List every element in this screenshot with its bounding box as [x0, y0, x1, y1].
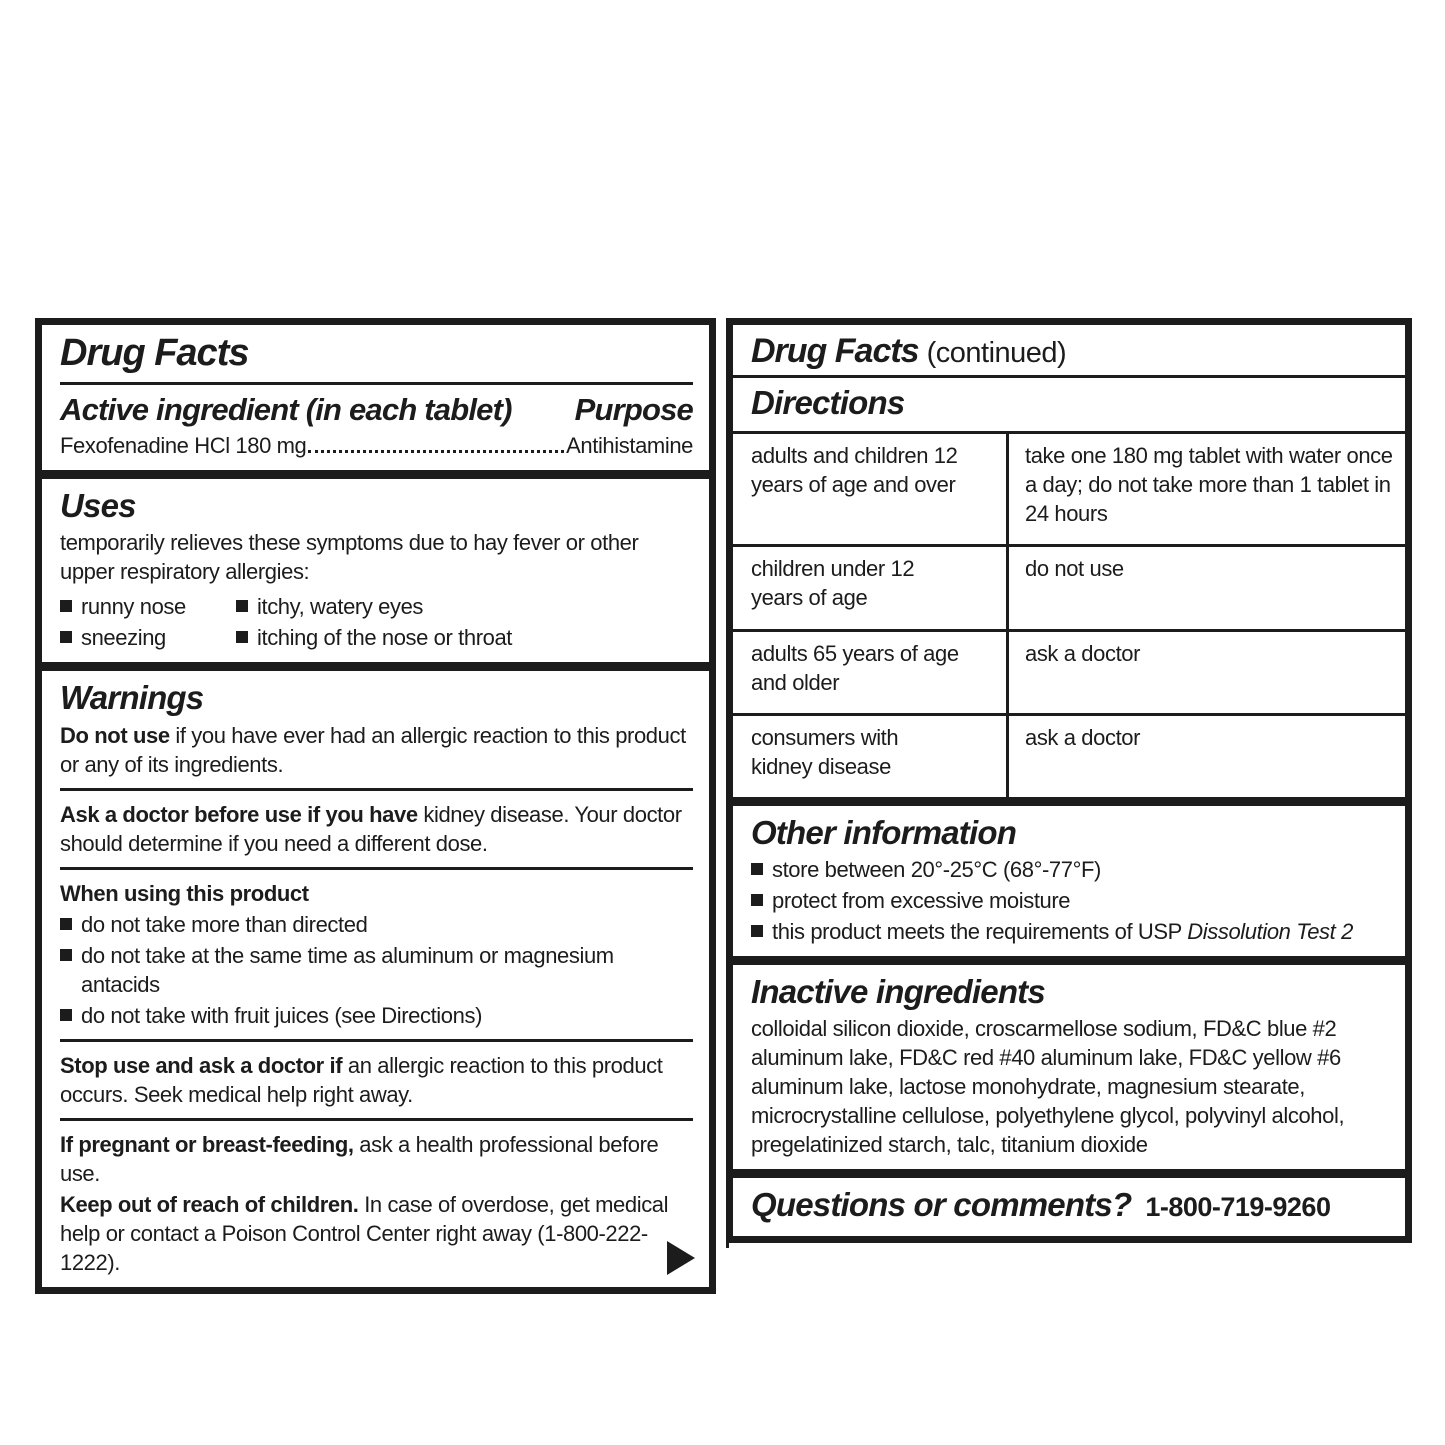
directions-table [733, 434, 1405, 796]
usp-test-name: Dissolution Test 2 [1187, 918, 1353, 944]
section-divider [733, 956, 1405, 965]
title-rule [60, 382, 693, 385]
directions-instruction-cell: ask a doctor [1025, 640, 1141, 666]
inactive-ingredients-list: colloidal silicon dioxide, croscarmellose sodium, FD&C blue #2 aluminum lake, FD&C red #40 aluminum lake, FD&C yellow #6 aluminum lake, lactose monohydrate, magnesium stearate, microcrystalline cellulose, polyethylene glycol, polyvinyl alcohol, pregelatinized starch, talc, titanium dioxide [751, 1016, 1345, 1158]
directions-group-cell: children under 12 years of age [733, 547, 1009, 628]
drug-facts-title: Drug Facts [60, 332, 249, 374]
other-information-heading: Other information [751, 813, 1017, 851]
other-information-item-usp: this product meets the requirements of USP Dissolution Test 2 [751, 917, 1389, 946]
warnings-heading: Warnings [60, 679, 204, 717]
directions-section [733, 325, 1405, 797]
directions-row [733, 547, 1405, 631]
uses-heading: Uses [60, 487, 136, 525]
directions-row [733, 434, 1405, 547]
warnings-section [42, 671, 709, 1287]
bullet-square-icon [236, 631, 248, 643]
drug-facts-panel-left [35, 318, 716, 1294]
when-using-item: do not take with fruit juices (see Directions) [60, 1001, 693, 1030]
symptom-item: itching of the nose or throat [236, 623, 693, 652]
active-ingredient-name: Fexofenadine HCl 180 mg [60, 433, 307, 459]
bullet-square-icon [751, 894, 763, 906]
bullet-square-icon [751, 863, 763, 875]
drug-facts-continued-title: Drug Facts (continued) [751, 332, 1067, 370]
directions-row [733, 632, 1405, 716]
bullet-square-icon [60, 918, 72, 930]
symptom-item: sneezing [60, 623, 236, 652]
title-active-ingredient-section [42, 325, 709, 470]
directions-group-cell: consumers with kidney disease [733, 716, 1009, 797]
questions-heading: Questions or comments? [751, 1186, 1132, 1224]
when-using-item: do not take at the same time as aluminum or magnesium antacids [60, 941, 693, 999]
section-divider [733, 1169, 1405, 1178]
warning-do-not-use: Do not use if you have ever had an allergic reaction to this product or any of its ingredients. [60, 722, 686, 777]
directions-group-cell: adults and children 12 years of age and over [733, 434, 1009, 544]
other-information-item: store between 20°-25°C (68°-77°F) [751, 855, 1389, 884]
warning-ask-doctor: Ask a doctor before use if you have kidney disease. Your doctor should determine if you need a different dose. [60, 801, 682, 856]
warnings-rule [60, 1039, 693, 1042]
inactive-ingredients-heading: Inactive ingredients [751, 972, 1045, 1010]
bullet-square-icon [60, 949, 72, 961]
questions-section [733, 1178, 1405, 1236]
warning-keep-out-of-reach: Keep out of reach of children. In case of overdose, get medical help or contact a Poison Control Center right away (1-800-222-1222). [60, 1192, 669, 1276]
symptom-item: itchy, watery eyes [236, 592, 693, 621]
bullet-square-icon [60, 600, 72, 612]
purpose-value: Antihistamine [566, 433, 693, 459]
panel-edge-line [726, 1172, 729, 1248]
uses-intro: temporarily relieves these symptoms due to hay fever or other upper respiratory allergies: [60, 530, 639, 585]
directions-heading: Directions [751, 384, 905, 422]
other-information-item: protect from excessive moisture [751, 886, 1389, 915]
when-using-heading: When using this product [60, 880, 309, 906]
inactive-ingredients-section [733, 965, 1405, 1169]
section-divider [42, 470, 709, 479]
warning-pregnant: If pregnant or breast-feeding, ask a health professional before use. [60, 1132, 659, 1187]
section-divider [733, 797, 1405, 806]
purpose-heading: Purpose [574, 391, 693, 427]
when-using-item: do not take more than directed [60, 910, 693, 939]
other-information-section [733, 806, 1405, 956]
directions-instruction-cell: do not use [1025, 556, 1124, 582]
directions-instruction-cell: take one 180 mg tablet with water once a day; do not take more than 1 tablet in 24 hours [1025, 443, 1393, 527]
bullet-square-icon [60, 1009, 72, 1021]
directions-row [733, 716, 1405, 797]
dotted-leader [308, 450, 564, 453]
warnings-rule [60, 788, 693, 791]
uses-section [42, 479, 709, 662]
warnings-rule [60, 867, 693, 870]
warnings-rule [60, 1118, 693, 1121]
drug-facts-panel-right [726, 318, 1412, 1243]
symptom-item: runny nose [60, 592, 236, 621]
continued-label: (continued) [926, 337, 1067, 369]
bullet-square-icon [60, 631, 72, 643]
active-ingredient-heading: Active ingredient (in each tablet) [60, 391, 512, 427]
warning-stop-use: Stop use and ask a doctor if an allergic reaction to this product occurs. Seek medical help right away. [60, 1052, 663, 1107]
directions-instruction-cell: ask a doctor [1025, 724, 1141, 750]
directions-group-cell: adults 65 years of age and older [733, 632, 1009, 713]
continued-arrow-icon [667, 1241, 695, 1275]
questions-phone-number: 1-800-719-9260 [1145, 1192, 1331, 1223]
bullet-square-icon [236, 600, 248, 612]
bullet-square-icon [751, 925, 763, 937]
section-divider [42, 662, 709, 671]
